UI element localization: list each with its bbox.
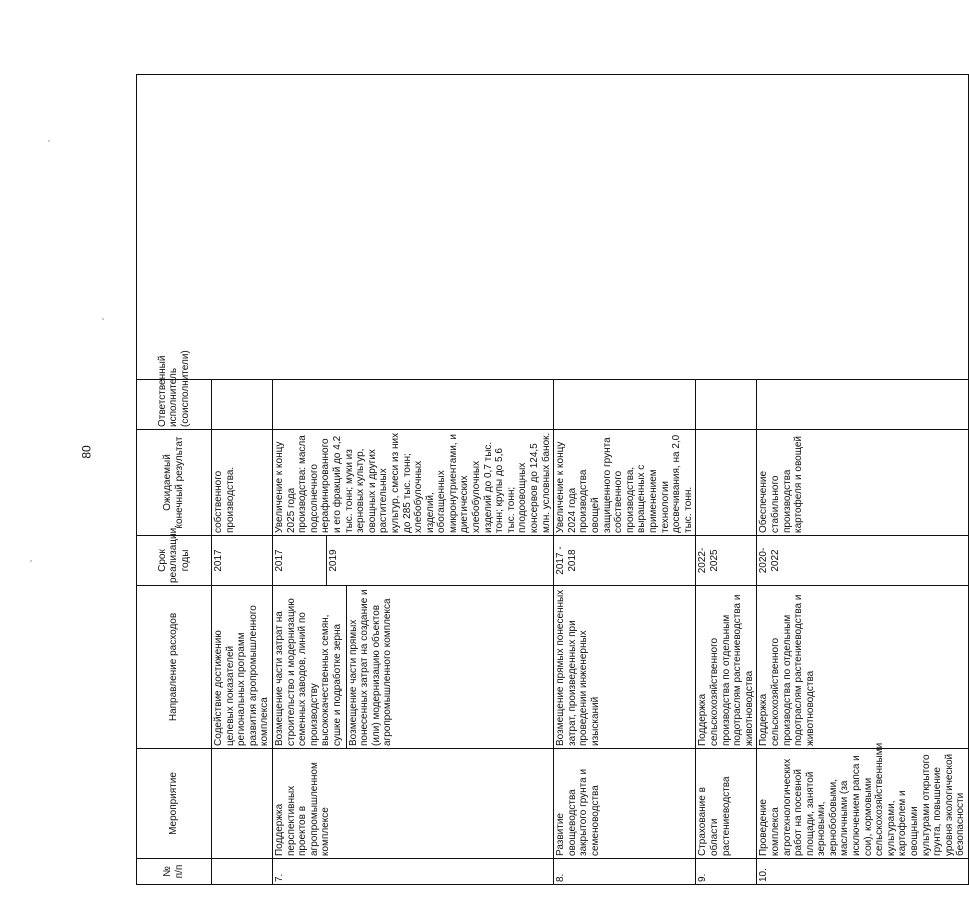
cell-responsible: [212, 380, 273, 430]
cell-result: Увеличение к концу 2025 года производства: масла подсолнечного нерафинированного и его фракций до 4,2 тыс. тонн; муки из зерновых культур, овощных и других растительных культур, смеси из них до 285 тыс. тонн; хлебобулочных изделий, обогащенных микронутриентами, и диетических хлебобулочных изделий до 0,7 тыс. тонн; крупы до 5,6 тыс. тонн; плодоовощных консервов до 124,5 млн. условных банок.: [272, 430, 553, 536]
header-term: Срок реализации, годы: [137, 536, 212, 586]
cell-num: 7.: [272, 859, 553, 885]
cell-direction: Содействие достижению целевых показателей региональных программ развития агропромышленного комплекса: [212, 586, 273, 749]
cell-result: собственного производства.: [212, 430, 273, 536]
cell-direction: [272, 586, 553, 749]
scan-speck: [30, 560, 32, 562]
cell-term: 2017: [212, 536, 273, 586]
cell-direction: Возмещение прямых понесенных затрат, произведенных при проведении инженерных изысканий: [554, 586, 696, 749]
cell-result: Увеличение к концу 2024 года производства овощей защищенного грунта собственного производства, выращенных с применением технологии досвечивания, на 2,0 тыс. тонн.: [554, 430, 696, 536]
cell-term: 2020-2022: [757, 536, 969, 586]
scan-speck: [48, 140, 50, 142]
header-activity: Мероприятие: [137, 749, 212, 859]
cell-term: 2017 - 2018: [554, 536, 696, 586]
cell-num: 10.: [757, 859, 969, 885]
table-header-row: [137, 75, 212, 885]
cell-direction: Поддержка сельскохозяйственного производства по отдельным подотраслям растениеводства и животноводства: [757, 586, 969, 749]
cell-num: 8.: [554, 859, 696, 885]
cell-responsible: [757, 380, 969, 430]
direction-item: Возмещение части прямых понесенных затрат на создание и (или) модернизацию объектов агропромышленного комплекса: [346, 586, 394, 748]
empty-column: [137, 75, 969, 380]
activities-table: [136, 74, 969, 885]
header-responsible: Ответственный исполнитель (соисполнители): [137, 380, 212, 430]
direction-item: Возмещение части затрат на строительство и модернизацию семенных заводов, линий по производству высококачественных семян, сушке и подработке зерна: [273, 598, 343, 746]
cell-result: [696, 430, 757, 536]
cell-activity: Страхование в области растениеводства: [696, 749, 757, 859]
page-number: 80: [79, 445, 94, 459]
cell-activity: Развитие овощеводства закрытого грунта и семеноводства: [554, 749, 696, 859]
cell-num: 9.: [696, 859, 757, 885]
cell-term: [272, 536, 553, 586]
cell-activity: Поддержка перспективных проектов в агропромышленном комплексе: [272, 749, 553, 859]
cell-activity: [212, 749, 273, 859]
header-result: Ожидаемый конечный результат: [137, 430, 212, 536]
cell-term: 2022-2025: [696, 536, 757, 586]
term-item: 2019: [326, 536, 340, 585]
term-item: 2017: [273, 549, 285, 572]
cell-responsible: [554, 380, 696, 430]
header-num: № п/п: [137, 859, 212, 885]
cell-responsible: [272, 380, 553, 430]
cell-responsible: [696, 380, 757, 430]
cell-direction: Поддержка сельскохозяйственного производства по отдельным подотраслям растениеводства и животноводства: [696, 586, 757, 749]
cell-result: Обеспечение стабильного производства картофеля и овощей: [757, 430, 969, 536]
scan-speck: [102, 318, 104, 320]
header-direction: Направление расходов: [137, 586, 212, 749]
cell-num: [212, 859, 273, 885]
cell-activity: Проведение комплекса агротехнологических работ на посевной площади, занятой зерновыми, зернобобовыми, масличными (за исключением рапса и сои), кормовыми сельскохозяйственными культурами, картофелем и овощными культурами открытого грунта, повышение уровня экологической безопасности: [757, 749, 969, 859]
rotated-table-container: [136, 75, 967, 885]
